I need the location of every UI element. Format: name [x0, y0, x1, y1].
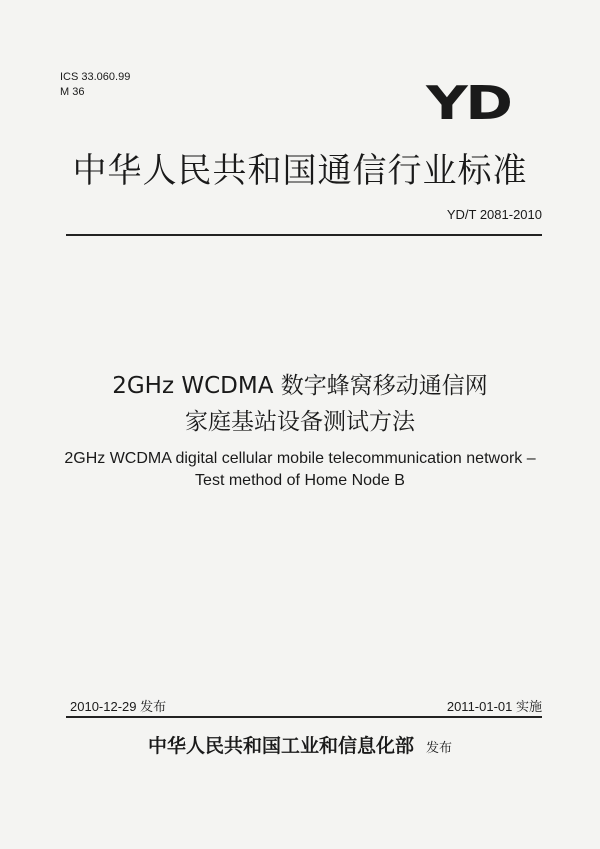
bottom-divider — [66, 716, 542, 718]
yd-logo: YD — [425, 76, 510, 130]
org-title: 中华人民共和国通信行业标准 — [72, 151, 528, 191]
issuer — [0, 731, 600, 758]
title-cn-line2: 家庭基站设备测试方法 — [185, 409, 415, 435]
issuer-name: 中华人民共和国工业和信息化部 — [147, 735, 414, 757]
ccs-code: M 36 — [60, 86, 85, 98]
ics-code: ICS 33.060.99 — [60, 71, 131, 83]
title-cn-line1: 2GHz WCDMA 数字蜂窝移动通信网 — [112, 373, 488, 399]
issuer-verb: 发布 — [426, 741, 453, 756]
top-divider — [66, 234, 542, 236]
implement-date: 2011-01-01 实施 — [446, 699, 542, 714]
title-en-line2: Test method of Home Node B — [195, 472, 405, 489]
standard-number: YD/T 2081-2010 — [446, 207, 542, 222]
issue-date: 2010-12-29 发布 — [70, 699, 167, 714]
title-en-line1: 2GHz WCDMA digital cellular mobile telecommunication network – — [64, 450, 536, 467]
